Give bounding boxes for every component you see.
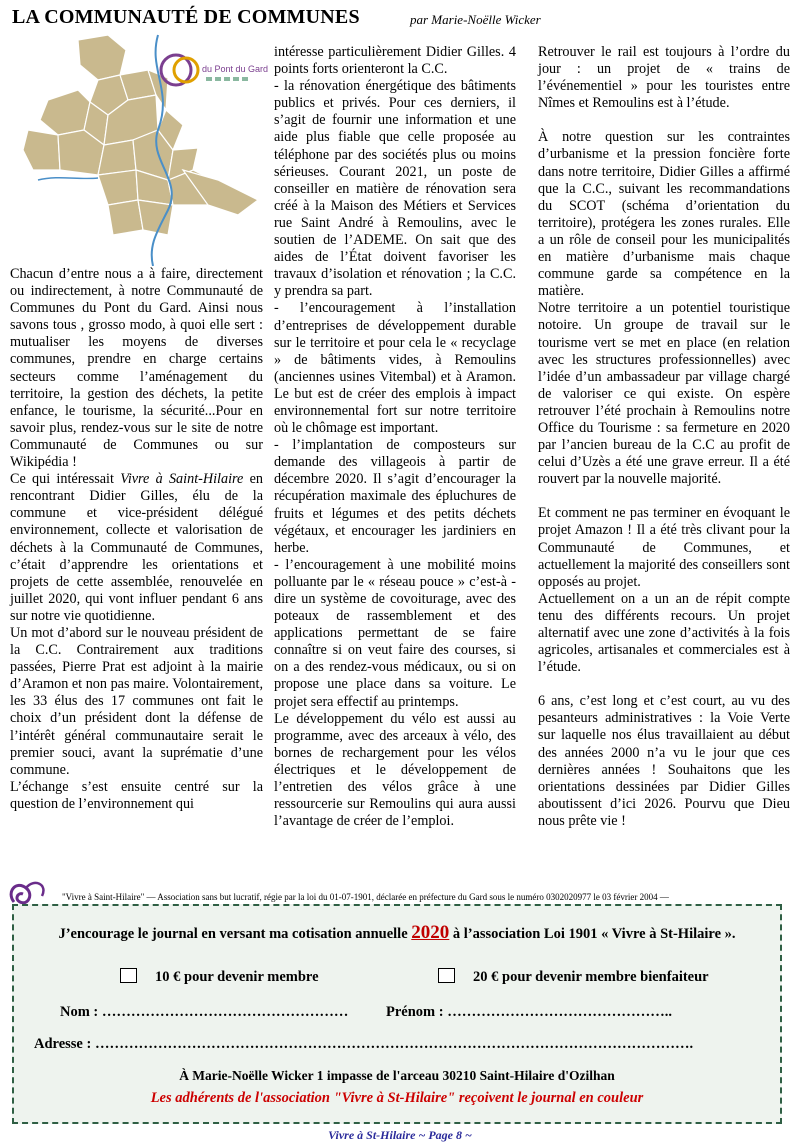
paragraph: Et comment ne pas terminer en évoquant le projet Amazon ! Il a été très clivant pour la Communauté de Communes, et actuellement la majorité des conseillers sont opposés au projet. xyxy=(538,505,790,590)
option-benefactor[interactable]: 20 € pour devenir membre bienfaiteur xyxy=(438,968,709,986)
paragraph: - l’encouragement à l’installation d’entreprises de développement durable sur le territoire et pour cela le « recyclage » de bâtiments vides, à Remoulins (anciennes usines Vitembal) et à Aramon. Le but est de créer des emplois à impact environnemental fort sur notre territoire où le chômage est important. xyxy=(274,300,516,437)
paragraph: Ce qui intéressait Vivre à Saint-Hilaire en rencontrant Didier Gilles, élu de la commune et vice-président délégué environnement, collecte et valorisation de déchets à la Communauté de Communes, c’était d’apprendre les orientations et projets de cette assemblée, renouvelée en juillet 2020, qui vont influer pendant 6 ans sur notre vie quotidienne. xyxy=(10,471,263,624)
communes-map xyxy=(8,30,270,266)
address-field[interactable]: Adresse : ……………………………………………………………………………………………………………. xyxy=(34,1036,694,1052)
page-footer: Vivre à St-Hilaire ~ Page 8 ~ xyxy=(328,1128,472,1142)
logo-text: du Pont du Gard xyxy=(202,64,269,74)
membership-form xyxy=(12,904,782,1124)
article-column-2 xyxy=(274,44,516,830)
paragraph: À notre question sur les contraintes d’urbanisme et la pression foncière forte dans notre territoire, Didier Gilles a affirmé que la C.C., suivant les recommandations du SCOT (schéma d’orientation du territoire), protégera les zones rurales. Elle a un rôle de conseil pour les municipalités en matière d’urbanisme mais chaque commune garde sa compétence en la matière. xyxy=(538,129,790,300)
paragraph: intéresse particulièrement Didier Gilles. 4 points forts orienteront la C.C. xyxy=(274,44,516,78)
paragraph: 6 ans, c’est long et c’est court, au vu des pesanteurs administratives : la Voie Verte sur laquelle nos élus travaillaient au début des années 2000 n’a vu le jour que ces dernières années ! Souhaitons que les orientations dessinées par Didier Gilles aboutissent d’ici 2026. Pourvu que Dieu nous prête vie ! xyxy=(538,693,790,829)
paragraph: - l’encouragement à une mobilité moins polluante par le « réseau pouce » c’est-à -dire un système de covoiturage, avec des poteaux de rassemblement et des applications permettant de se faire connaître si on veut faire des courses, si on a des rendez-vous médicaux, ou si on propose une place dans sa voiture. Le projet sera effectif au printemps. xyxy=(274,556,516,710)
paragraph: - la rénovation énergétique des bâtiments publics et privés. Pour ces derniers, il s’agit de fournir une information et une aide plus fiable que celle proposée au téléphone par des sociétés plus ou moins sérieuses. Courant 2021, un poste de conseiller en matière de rénovation sera créé à la Maison des Métiers et Services rue Saint André à Remoulins, avec le soutien de l’ADEME. On sait que des aides de l’État doivent favoriser les travaux d’isolation et rénovation ; la C.C. y prendra sa part. xyxy=(274,78,516,300)
checkbox-benefactor[interactable] xyxy=(438,968,455,983)
paragraph: Le développement du vélo est aussi au programme, avec des arceaux à vélo, des bornes de rechargement pour les vélos électriques et le développement de l’entretien des vélos grâce à une ressourcerie sur Remoulins qui aura aussi l’avantage de créer de l’emploi. xyxy=(274,710,516,830)
article-column-3 xyxy=(538,44,790,830)
form-intro: J’encourage le journal en versant ma cotisation annuelle 2020 à l’association Loi 1901 « Vivre à St-Hilaire ». xyxy=(58,922,736,943)
association-note: "Vivre à Saint-Hilaire" — Association sans but lucratif, régie par la loi du 01-07-1901, déclarée en préfecture du Gard sous le numéro 0302020977 le 03 février 2004 — xyxy=(62,892,669,902)
author-byline: par Marie-Noëlle Wicker xyxy=(410,12,541,27)
year-badge: 2020 xyxy=(411,922,450,943)
paragraph: Chacun d’entre nous a à faire, directement ou indirectement, à notre Communauté de Communes du Pont du Gard. Ainsi nous savons tous , grosso modo, à quoi elle sert : mutualiser les moyens de diverses communes, prendre en charge certains secteurs comme l’aménagement du territoire, la gestion des déchets, la petite enfance, le tourisme, la sécurité...Pour en savoir plus, rendez-vous sur le site de notre Communauté de Communes ou sur Wikipédia ! xyxy=(10,266,263,471)
page-title: LA COMMUNAUTÉ DE COMMUNES xyxy=(12,6,360,28)
paragraph: - l’implantation de composteurs sur demande des villageois à partir de décembre 2020. Il s’agit d’encourager la récupération maximale des épluchures de fruits et légumes et des petits déchets végétaux, et encourager les jardiniers en herbe. xyxy=(274,437,516,556)
paragraph: Retrouver le rail est toujours à l’ordre du jour : un projet de « trains de l’événementiel » pour les touristes entre Nîmes et Remoulins est à l’étude. xyxy=(538,44,790,112)
paragraph: Un mot d’abord sur le nouveau président de la C.C. Contrairement aux traditions passées, Pierre Prat est adjoint à la mairie d’Aramon et non pas maire. Volontairement, les 33 élus des 17 communes ont fait le choix d’un président dont la défense de l’intérêt général communautaire serait le premier souci, avant la suprématie d’une commune. xyxy=(10,624,263,778)
option-member[interactable]: 10 € pour devenir membre xyxy=(120,968,319,986)
paragraph: L’échange s’est ensuite centré sur la question de l’environnement qui xyxy=(10,778,263,812)
mailing-address: À Marie-Noëlle Wicker 1 impasse de l'arceau 30210 Saint-Hilaire d'Ozilhan xyxy=(179,1068,615,1083)
color-note: Les adhérents de l'association "Vivre à St-Hilaire" reçoivent le journal en couleur xyxy=(150,1090,644,1106)
firstname-field[interactable]: Prénom : ……………………………………….. xyxy=(386,1004,672,1020)
article-column-1 xyxy=(10,266,263,813)
checkbox-member[interactable] xyxy=(120,968,137,983)
paragraph: Actuellement on a un an de répit compte tenu des différents recours. Un projet alternatif avec une zone d’activités à la fois agricoles, artisanales et commerciales est à l’étude. xyxy=(538,590,790,676)
name-field[interactable]: Nom : …………………………………………… xyxy=(60,1004,349,1020)
paragraph: Notre territoire a un potentiel touristique notoire. Un groupe de travail sur le tourisme vert se met en place (en relation avec les structures professionnelles) avec l’idée d’un ambassadeur par village chargé de valoriser ce qui existe. On espère retrouver l’été prochain à Remoulins notre Office du Tourisme : sa fermeture en 2020 par l’ancien bureau de la C.C au profit de celui d’Uzès a été une grave erreur. Il a été rouvert par la nouvelle majorité. xyxy=(538,300,790,488)
